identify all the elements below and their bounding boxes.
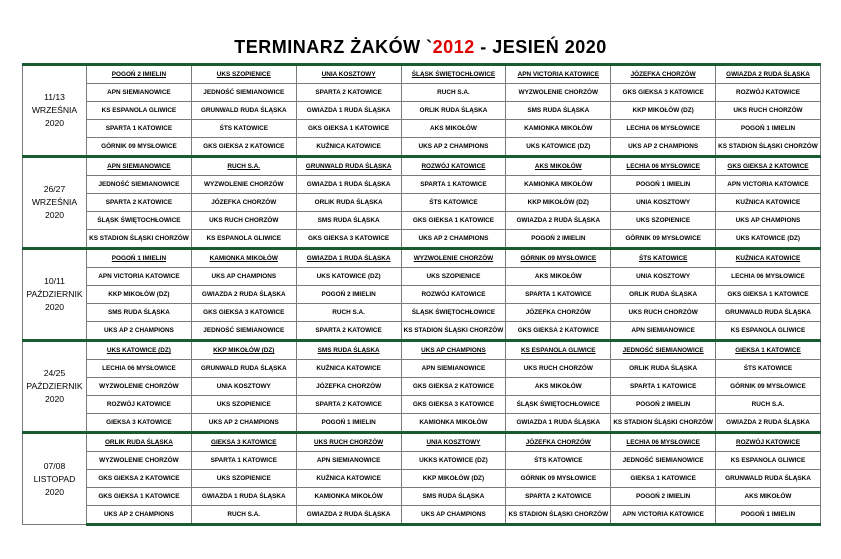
team-cell: AKS MIKOŁÓW bbox=[506, 268, 611, 286]
team-cell: RUCH S.A. bbox=[191, 506, 296, 525]
team-cell: ŚLĄSK ŚWIĘTOCHŁOWICE bbox=[506, 396, 611, 414]
team-cell: GRUNWALD RUDA ŚLĄSKA bbox=[191, 360, 296, 378]
team-cell: GWIAZDA 2 RUDA ŚLĄSKA bbox=[506, 212, 611, 230]
team-cell: SPARTA 2 KATOWICE bbox=[296, 322, 401, 341]
team-cell: GKS GIEKSA 3 KATOWICE bbox=[296, 230, 401, 249]
group-host-team: UNIA KOSZTOWY bbox=[401, 433, 506, 452]
match-row bbox=[23, 470, 821, 488]
group-host-team: KKP MIKOŁÓW (DZ) bbox=[191, 341, 296, 360]
team-cell: SPARTA 1 KATOWICE bbox=[87, 120, 192, 138]
team-cell: APN SIEMIANOWICE bbox=[401, 360, 506, 378]
team-cell: GÓRNIK 09 MYSŁOWICE bbox=[611, 230, 716, 249]
round-date-line: PAŹDZIERNIK bbox=[26, 381, 83, 391]
group-host-team: LECHIA 06 MYSŁOWICE bbox=[611, 157, 716, 176]
team-cell: SMS RUDA ŚLĄSKA bbox=[506, 102, 611, 120]
group-host-team: GWIAZDA 2 RUDA ŚLĄSKA bbox=[716, 65, 821, 84]
team-cell: SMS RUDA ŚLĄSKA bbox=[401, 488, 506, 506]
match-row bbox=[23, 396, 821, 414]
team-cell: KS STADION ŚLĄSKI CHORZÓW bbox=[87, 230, 192, 249]
round-date-line: WRZEŚNIA bbox=[31, 105, 78, 115]
round-date-line: 24/25 bbox=[43, 368, 66, 378]
team-cell: UKS SZOPIENICE bbox=[191, 396, 296, 414]
team-cell: UKS KATOWICE (DZ) bbox=[296, 268, 401, 286]
team-cell: ŚLĄSK ŚWIĘTOCHŁOWICE bbox=[87, 212, 192, 230]
team-cell: GKS GIEKSA 3 KATOWICE bbox=[191, 304, 296, 322]
team-cell: UKS RUCH CHORZÓW bbox=[716, 102, 821, 120]
team-cell: LECHIA 06 MYSŁOWICE bbox=[87, 360, 192, 378]
group-host-team: WYZWOLENIE CHORZÓW bbox=[401, 249, 506, 268]
team-cell: SPARTA 1 KATOWICE bbox=[191, 452, 296, 470]
round-date-line: LISTOPAD bbox=[33, 473, 76, 484]
team-cell: GKS GIEKSA 2 KATOWICE bbox=[191, 138, 296, 157]
team-cell: JEDNOŚĆ SIEMIANOWICE bbox=[191, 322, 296, 341]
team-cell: KS STADION ŚLĄSKI CHORZÓW bbox=[611, 414, 716, 433]
team-cell: JÓZEFKA CHORZÓW bbox=[296, 378, 401, 396]
team-cell: POGOŃ 2 IMIELIN bbox=[611, 488, 716, 506]
group-host-team: ROZWÓJ KATOWICE bbox=[716, 433, 821, 452]
team-cell: GKS GIEKSA 2 KATOWICE bbox=[87, 470, 192, 488]
team-cell: UKS AP CHAMPIONS bbox=[401, 506, 506, 525]
match-row bbox=[23, 138, 821, 157]
team-cell: KS ESPANOLA GLIWICE bbox=[716, 322, 821, 341]
group-host-team: ŚLĄSK ŚWIĘTOCHŁOWICE bbox=[401, 65, 506, 84]
team-cell: SPARTA 2 KATOWICE bbox=[296, 396, 401, 414]
team-cell: GÓRNIK 09 MYSŁOWICE bbox=[506, 470, 611, 488]
team-cell: KAMIONKA MIKOŁÓW bbox=[506, 176, 611, 194]
team-cell: KS STADION ŚLĄSKI CHORZÓW bbox=[506, 506, 611, 525]
team-cell: JÓZEFKA CHORZÓW bbox=[191, 194, 296, 212]
group-host-team: LECHIA 06 MYSŁOWICE bbox=[611, 433, 716, 452]
match-row bbox=[23, 304, 821, 322]
round-header-row bbox=[23, 157, 821, 176]
team-cell: AKS MIKOŁÓW bbox=[506, 378, 611, 396]
group-host-team: UKS RUCH CHORZÓW bbox=[296, 433, 401, 452]
team-cell: KAMIONKA MIKOŁÓW bbox=[296, 488, 401, 506]
group-host-team: ROZWÓJ KATOWICE bbox=[401, 157, 506, 176]
team-cell: RUCH S.A. bbox=[716, 396, 821, 414]
team-cell: UKS AP 2 CHAMPIONS bbox=[611, 138, 716, 157]
team-cell: SPARTA 1 KATOWICE bbox=[611, 378, 716, 396]
match-row bbox=[23, 488, 821, 506]
round-date-line: 11/13 bbox=[44, 92, 65, 102]
round-date-line: 10/11 bbox=[44, 276, 65, 286]
team-cell: GIEKSA 1 KATOWICE bbox=[611, 470, 716, 488]
round-date bbox=[23, 65, 87, 157]
group-host-team: JÓZEFKA CHORZÓW bbox=[506, 433, 611, 452]
round-date-line: 2020 bbox=[44, 302, 65, 312]
team-cell: KS ESPANOLA GLIWICE bbox=[191, 230, 296, 249]
team-cell: GKS GIEKSA 2 KATOWICE bbox=[401, 378, 506, 396]
group-host-team: POGOŃ 2 IMIELIN bbox=[87, 65, 192, 84]
team-cell: APN VICTORIA KATOWICE bbox=[87, 268, 192, 286]
team-cell: ORLIK RUDA ŚLĄSKA bbox=[611, 286, 716, 304]
team-cell: UKS AP CHAMPIONS bbox=[716, 212, 821, 230]
team-cell: GIEKSA 3 KATOWICE bbox=[87, 414, 192, 433]
team-cell: GÓRNIK 09 MYSŁOWICE bbox=[716, 378, 821, 396]
group-host-team: UKS AP CHAMPIONS bbox=[401, 341, 506, 360]
title-year: 2012 bbox=[432, 37, 475, 57]
team-cell: KAMIONKA MIKOŁÓW bbox=[401, 414, 506, 433]
team-cell: UNIA KOSZTOWY bbox=[611, 268, 716, 286]
team-cell: GKS GIEKSA 1 KATOWICE bbox=[87, 488, 192, 506]
group-host-team: RUCH S.A. bbox=[191, 157, 296, 176]
team-cell: KKP MIKOŁÓW (DZ) bbox=[87, 286, 192, 304]
round-date bbox=[23, 341, 87, 433]
team-cell: GKS GIEKSA 1 KATOWICE bbox=[716, 286, 821, 304]
team-cell: GÓRNIK 09 MYSŁOWICE bbox=[87, 138, 192, 157]
match-row bbox=[23, 230, 821, 249]
team-cell: GKS GIEKSA 1 KATOWICE bbox=[401, 212, 506, 230]
team-cell: RUCH S.A. bbox=[401, 84, 506, 102]
team-cell: GWIAZDA 1 RUDA ŚLĄSKA bbox=[191, 488, 296, 506]
team-cell: SPARTA 2 KATOWICE bbox=[506, 488, 611, 506]
group-host-team: AKS MIKOŁÓW bbox=[506, 157, 611, 176]
team-cell: APN SIEMIANOWICE bbox=[611, 322, 716, 341]
team-cell: GRUNWALD RUDA ŚLĄSKA bbox=[716, 470, 821, 488]
match-row bbox=[23, 414, 821, 433]
team-cell: UKS AP 2 CHAMPIONS bbox=[401, 138, 506, 157]
page-title bbox=[0, 36, 841, 58]
round-date-line: PAŹDZIERNIK bbox=[26, 289, 83, 299]
group-host-team: GIEKSA 3 KATOWICE bbox=[191, 433, 296, 452]
match-row bbox=[23, 102, 821, 120]
team-cell: UKS AP 2 CHAMPIONS bbox=[401, 230, 506, 249]
team-cell: KS ESPANOLA GLIWICE bbox=[716, 452, 821, 470]
match-row bbox=[23, 194, 821, 212]
team-cell: GWIAZDA 2 RUDA ŚLĄSKA bbox=[716, 414, 821, 433]
team-cell: GKS GIEKSA 3 KATOWICE bbox=[401, 396, 506, 414]
match-row bbox=[23, 360, 821, 378]
team-cell: APN VICTORIA KATOWICE bbox=[716, 176, 821, 194]
team-cell: WYZWOLENIE CHORZÓW bbox=[87, 378, 192, 396]
team-cell: UKS RUCH CHORZÓW bbox=[191, 212, 296, 230]
team-cell: WYZWOLENIE CHORZÓW bbox=[87, 452, 192, 470]
round-header-row bbox=[23, 341, 821, 360]
team-cell: GWIAZDA 1 RUDA ŚLĄSKA bbox=[296, 102, 401, 120]
team-cell: KAMIONKA MIKOŁÓW bbox=[506, 120, 611, 138]
team-cell: RUCH S.A. bbox=[296, 304, 401, 322]
group-host-team: JEDNOŚĆ SIEMIANOWICE bbox=[611, 341, 716, 360]
team-cell: GKS GIEKSA 3 KATOWICE bbox=[611, 84, 716, 102]
team-cell: POGOŃ 2 IMIELIN bbox=[506, 230, 611, 249]
team-cell: UKS SZOPIENICE bbox=[191, 470, 296, 488]
match-row bbox=[23, 84, 821, 102]
team-cell: JEDNOŚĆ SIEMIANOWICE bbox=[191, 84, 296, 102]
title-suffix: - JESIEŃ 2020 bbox=[474, 37, 607, 57]
match-row bbox=[23, 506, 821, 525]
match-row bbox=[23, 268, 821, 286]
group-host-team: GRUNWALD RUDA ŚLĄSKA bbox=[296, 157, 401, 176]
round-date-line: 07/08 bbox=[43, 460, 66, 471]
round-header-row bbox=[23, 433, 821, 452]
round-date bbox=[23, 249, 87, 341]
round-header-row bbox=[23, 249, 821, 268]
schedule-body bbox=[23, 65, 821, 525]
team-cell: POGOŃ 1 IMIELIN bbox=[611, 176, 716, 194]
group-host-team: KUŹNICA KATOWICE bbox=[716, 249, 821, 268]
match-row bbox=[23, 378, 821, 396]
team-cell: UKS AP 2 CHAMPIONS bbox=[87, 322, 192, 341]
group-host-team: KS ESPANOLA GLIWICE bbox=[506, 341, 611, 360]
team-cell: KUŹNICA KATOWICE bbox=[296, 138, 401, 157]
group-host-team: SMS RUDA ŚLĄSKA bbox=[296, 341, 401, 360]
team-cell: WYZWOLENIE CHORZÓW bbox=[506, 84, 611, 102]
team-cell: ŚTS KATOWICE bbox=[191, 120, 296, 138]
team-cell: KKP MIKOŁÓW (DZ) bbox=[611, 102, 716, 120]
round-date-line: 26/27 bbox=[43, 184, 66, 194]
title-prefix: TERMINARZ ŻAKÓW ` bbox=[234, 37, 433, 57]
group-host-team: GIEKSA 1 KATOWICE bbox=[716, 341, 821, 360]
match-row bbox=[23, 120, 821, 138]
group-host-team: ŚTS KATOWICE bbox=[611, 249, 716, 268]
team-cell: WYZWOLENIE CHORZÓW bbox=[191, 176, 296, 194]
team-cell: SPARTA 2 KATOWICE bbox=[296, 84, 401, 102]
team-cell: UNIA KOSZTOWY bbox=[611, 194, 716, 212]
team-cell: SMS RUDA ŚLĄSKA bbox=[296, 212, 401, 230]
round-date-line: WRZEŚNIA bbox=[31, 197, 78, 207]
team-cell: AKS MIKOŁÓW bbox=[716, 488, 821, 506]
team-cell: UKS KATOWICE (DZ) bbox=[716, 230, 821, 249]
team-cell: ORLIK RUDA ŚLĄSKA bbox=[401, 102, 506, 120]
match-row bbox=[23, 212, 821, 230]
team-cell: GWIAZDA 1 RUDA ŚLĄSKA bbox=[506, 414, 611, 433]
group-host-team: GKS GIEKSA 2 KATOWICE bbox=[716, 157, 821, 176]
team-cell: POGOŃ 1 IMIELIN bbox=[716, 120, 821, 138]
group-host-team: KAMIONKA MIKOŁÓW bbox=[191, 249, 296, 268]
team-cell: ORLIK RUDA ŚLĄSKA bbox=[611, 360, 716, 378]
team-cell: SPARTA 1 KATOWICE bbox=[401, 176, 506, 194]
team-cell: KKP MIKOŁÓW (DZ) bbox=[401, 470, 506, 488]
group-host-team: UKS KATOWICE (DZ) bbox=[87, 341, 192, 360]
team-cell: GKS GIEKSA 2 KATOWICE bbox=[506, 322, 611, 341]
group-host-team: JÓZEFKA CHORZÓW bbox=[611, 65, 716, 84]
team-cell: KS ESPANOLA GLIWICE bbox=[87, 102, 192, 120]
team-cell: KUŹNICA KATOWICE bbox=[716, 194, 821, 212]
team-cell: UKS RUCH CHORZÓW bbox=[506, 360, 611, 378]
group-host-team: APN SIEMIANOWICE bbox=[87, 157, 192, 176]
schedule-table bbox=[22, 63, 821, 526]
match-row bbox=[23, 452, 821, 470]
team-cell: ROZWÓJ KATOWICE bbox=[401, 286, 506, 304]
group-host-team: ORLIK RUDA ŚLĄSKA bbox=[87, 433, 192, 452]
round-date bbox=[23, 157, 87, 249]
team-cell: UKKS KATOWICE (DZ) bbox=[401, 452, 506, 470]
team-cell: GRUNWALD RUDA ŚLĄSKA bbox=[191, 102, 296, 120]
team-cell: UKS RUCH CHORZÓW bbox=[611, 304, 716, 322]
team-cell: POGOŃ 1 IMIELIN bbox=[716, 506, 821, 525]
team-cell: ORLIK RUDA ŚLĄSKA bbox=[296, 194, 401, 212]
round-date-line: 2020 bbox=[44, 118, 65, 128]
team-cell: POGOŃ 2 IMIELIN bbox=[296, 286, 401, 304]
team-cell: GWIAZDA 1 RUDA ŚLĄSKA bbox=[296, 176, 401, 194]
round-date bbox=[23, 433, 87, 525]
team-cell: ROZWÓJ KATOWICE bbox=[716, 84, 821, 102]
group-host-team: POGOŃ 1 IMIELIN bbox=[87, 249, 192, 268]
team-cell: GWIAZDA 2 RUDA ŚLĄSKA bbox=[191, 286, 296, 304]
round-date-line: 2020 bbox=[44, 394, 65, 404]
team-cell: APN SIEMIANOWICE bbox=[296, 452, 401, 470]
group-host-team: UKS SZOPIENICE bbox=[191, 65, 296, 84]
team-cell: KKP MIKOŁÓW (DZ) bbox=[506, 194, 611, 212]
team-cell: ŚTS KATOWICE bbox=[716, 360, 821, 378]
group-host-team: UNIA KOSZTOWY bbox=[296, 65, 401, 84]
match-row bbox=[23, 286, 821, 304]
team-cell: UKS SZOPIENICE bbox=[401, 268, 506, 286]
team-cell: GRUNWALD RUDA ŚLĄSKA bbox=[716, 304, 821, 322]
team-cell: LECHIA 06 MYSŁOWICE bbox=[716, 268, 821, 286]
team-cell: GKS GIEKSA 1 KATOWICE bbox=[296, 120, 401, 138]
team-cell: UKS AP 2 CHAMPIONS bbox=[191, 414, 296, 433]
round-date-line: 2020 bbox=[44, 210, 65, 220]
team-cell: KUŹNICA KATOWICE bbox=[296, 470, 401, 488]
team-cell: KS STADION ŚLĄSKI CHORZÓW bbox=[716, 138, 821, 157]
group-host-team: GÓRNIK 09 MYSŁOWICE bbox=[506, 249, 611, 268]
match-row bbox=[23, 176, 821, 194]
team-cell: GWIAZDA 2 RUDA ŚLĄSKA bbox=[296, 506, 401, 525]
group-host-team: GWIAZDA 1 RUDA ŚLĄSKA bbox=[296, 249, 401, 268]
team-cell: UKS AP 2 CHAMPIONS bbox=[87, 506, 192, 525]
team-cell: UKS SZOPIENICE bbox=[611, 212, 716, 230]
team-cell: POGOŃ 2 IMIELIN bbox=[611, 396, 716, 414]
team-cell: POGOŃ 1 IMIELIN bbox=[296, 414, 401, 433]
team-cell: KS STADION ŚLĄSKI CHORZÓW bbox=[401, 322, 506, 341]
team-cell: UKS AP CHAMPIONS bbox=[191, 268, 296, 286]
team-cell: APN SIEMIANOWICE bbox=[87, 84, 192, 102]
team-cell: ŚLĄSK ŚWIĘTOCHŁOWICE bbox=[401, 304, 506, 322]
team-cell: ŚTS KATOWICE bbox=[401, 194, 506, 212]
team-cell: APN VICTORIA KATOWICE bbox=[611, 506, 716, 525]
team-cell: SPARTA 2 KATOWICE bbox=[87, 194, 192, 212]
team-cell: KUŹNICA KATOWICE bbox=[296, 360, 401, 378]
group-host-team: APN VICTORIA KATOWICE bbox=[506, 65, 611, 84]
team-cell: LECHIA 06 MYSŁOWICE bbox=[611, 120, 716, 138]
round-date-line: 2020 bbox=[44, 486, 65, 497]
team-cell: UNIA KOSZTOWY bbox=[191, 378, 296, 396]
team-cell: AKS MIKOŁÓW bbox=[401, 120, 506, 138]
team-cell: JÓZEFKA CHORZÓW bbox=[506, 304, 611, 322]
team-cell: ROZWÓJ KATOWICE bbox=[87, 396, 192, 414]
team-cell: JEDNOŚĆ SIEMIANOWICE bbox=[611, 452, 716, 470]
team-cell: ŚTS KATOWICE bbox=[506, 452, 611, 470]
team-cell: JEDNOŚĆ SIEMIANOWICE bbox=[87, 176, 192, 194]
match-row bbox=[23, 322, 821, 341]
team-cell: SPARTA 1 KATOWICE bbox=[506, 286, 611, 304]
team-cell: UKS KATOWICE (DZ) bbox=[506, 138, 611, 157]
team-cell: SMS RUDA ŚLĄSKA bbox=[87, 304, 192, 322]
round-header-row bbox=[23, 65, 821, 84]
